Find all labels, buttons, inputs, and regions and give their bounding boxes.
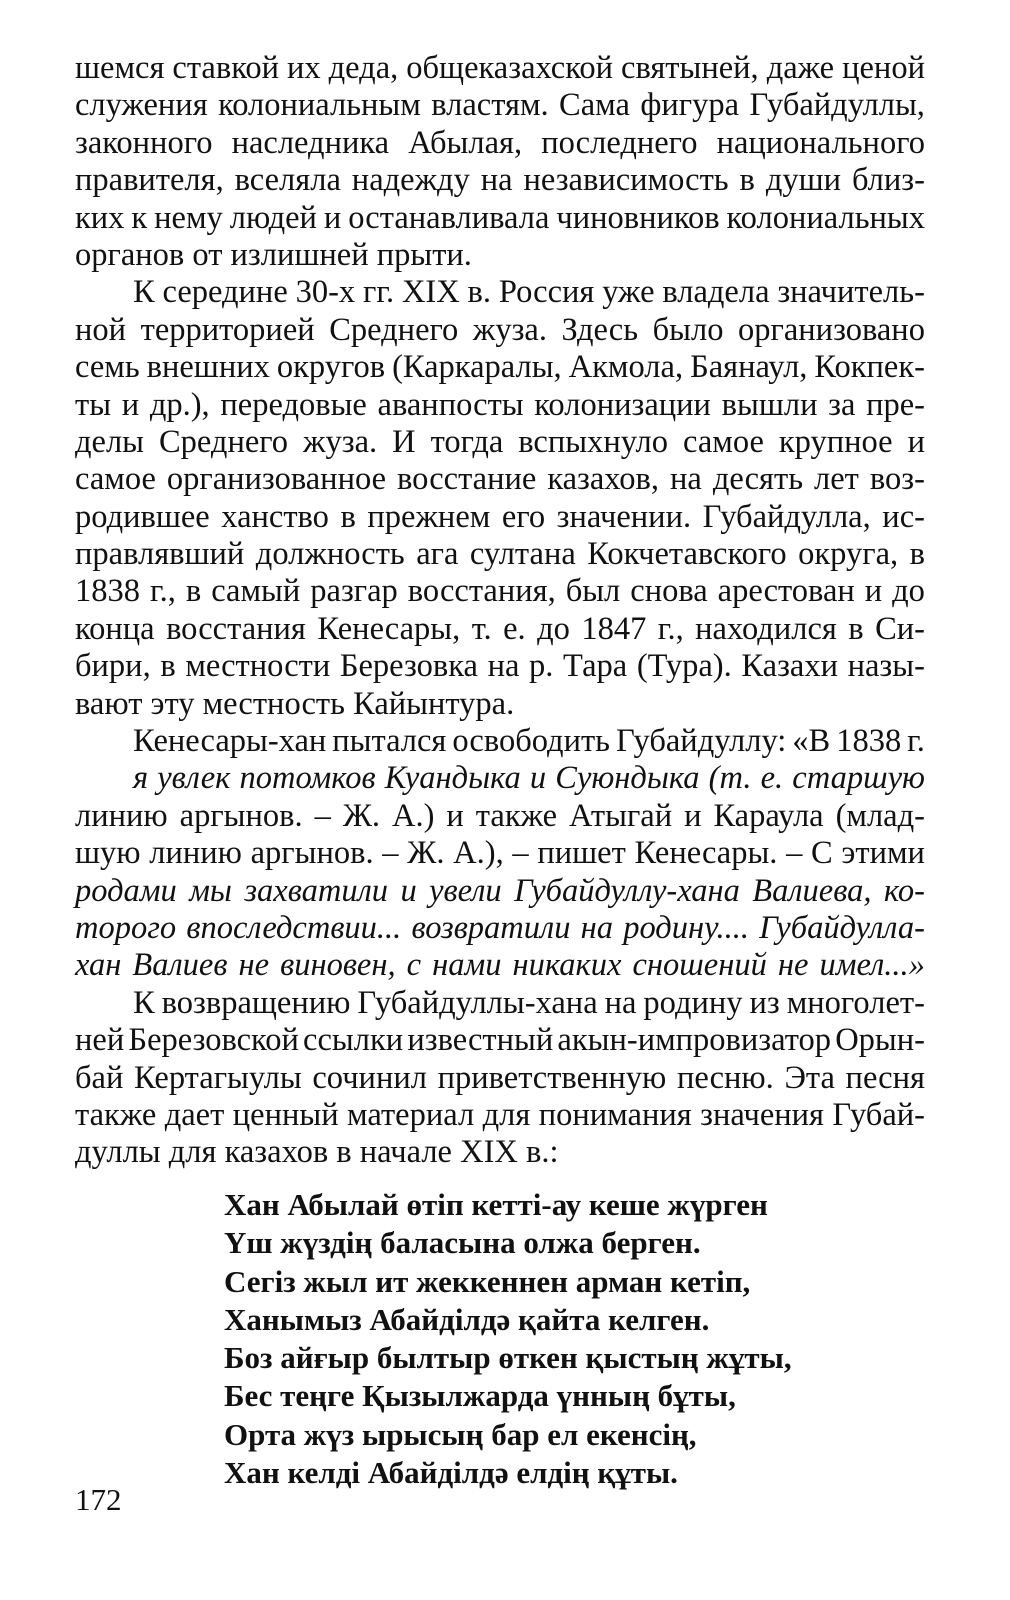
text-line: служения колониальным властям. Сама фигура Губайдуллы, [75,87,925,124]
text-line: ной территорией Среднего жуза. Здесь было организовано [75,311,925,348]
text-line: бай Кертагыулы сочинил приветственную песню. Эта песня [75,1059,925,1096]
page-number: 172 [75,1482,122,1517]
text-line: вают эту местность Кайынтура. [75,685,515,722]
text-line: правителя, вселяла надежду на независимость в души близ- [75,162,925,199]
text-line: правлявший должность ага султана Кокчетавского округа, в [75,536,925,573]
text-line: делы Среднего жуза. И тогда вспыхнуло самое крупное и [75,423,925,460]
text-line: линию аргынов. – Ж. А.) и также Атыгай и Караула (млад- [75,797,925,834]
poem-line: Үш жүздің баласына олжа берген. [224,1225,701,1261]
page-text [75,50,925,1172]
text-line: шемся ставкой их деда, общеказахской святыней, даже ценой [75,50,925,86]
text-line: органов от излишней прыти. [75,236,472,273]
text-line: 1838 г., в самый разгар восстания, был снова арестован и до [75,573,925,610]
poem-line: Хан Абылай өтіп кетті-ау кеше жүрген [224,1187,768,1222]
text-line: ких к нему людей и останавливала чиновников колониальных [75,199,925,236]
paragraph-start-line: К возвращению Губайдуллы-хана на родину из многолет- [133,984,925,1021]
quote-line: я увлек потомков Куандыка и Суюндыка (т. е. старшую [133,760,925,797]
poem-stanza [224,1186,864,1492]
poem-line: Хан келді Абайділдә елдің құты. [224,1455,678,1491]
text-line: шую линию аргынов. – Ж. А.), – пишет Кенесары. – С этими [75,835,925,872]
quote-line: родами мы захватили и увели Губайдуллу-хана Валиева, ко- [75,872,925,909]
text-line: семь внешних округов (Каркаралы, Акмола, Баянаул, Кокпек- [75,349,925,386]
text-line: родившее ханство в прежнем его значении. Губайдулла, ис- [75,498,925,535]
text-line: дуллы для казахов в начале XIX в.: [75,1134,559,1171]
paragraph-start-line: Кенесары-хан пытался освободить Губайдуллу: «В 1838 г. [133,723,925,760]
quote-line: торого впоследствии... возвратили на родину.... Губайдулла- [75,909,925,946]
text-line: законного наследника Абылая, последнего национального [75,124,925,161]
text-line: конца восстания Кенесары, т. е. до 1847 г., находился в Си- [75,610,925,647]
text-line: самое организованное восстание казахов, на десять лет воз- [75,461,925,498]
poem-line: Орта жүз ырысың бар ел екенсің, [224,1416,697,1452]
poem-line: Сегіз жыл ит жеккеннен арман кетіп, [224,1263,751,1299]
text-line: ней Березовской ссылки известный акын-импровизатор Орын- [75,1022,925,1059]
text-line: также дает ценный материал для понимания значения Губай- [75,1096,925,1133]
text-line: бири, в местности Березовка на р. Тара (Тура). Казахи назы- [75,648,925,685]
quote-line: хан Валиев не виновен, с нами никаких сношений не имел...» [75,947,925,984]
poem-line: Ханымыз Абайділдә қайта келген. [224,1301,710,1337]
poem-line: Бес теңге Қызылжарда үнның бұты, [224,1378,736,1414]
text-line: ты и др.), передовые аванпосты колонизации вышли за пре- [75,386,925,423]
poem-line: Боз айғыр былтыр өткен қыстың жұты, [224,1340,792,1376]
paragraph-start-line: К середине 30-х гг. XIX в. Россия уже владела значитель- [133,274,925,311]
